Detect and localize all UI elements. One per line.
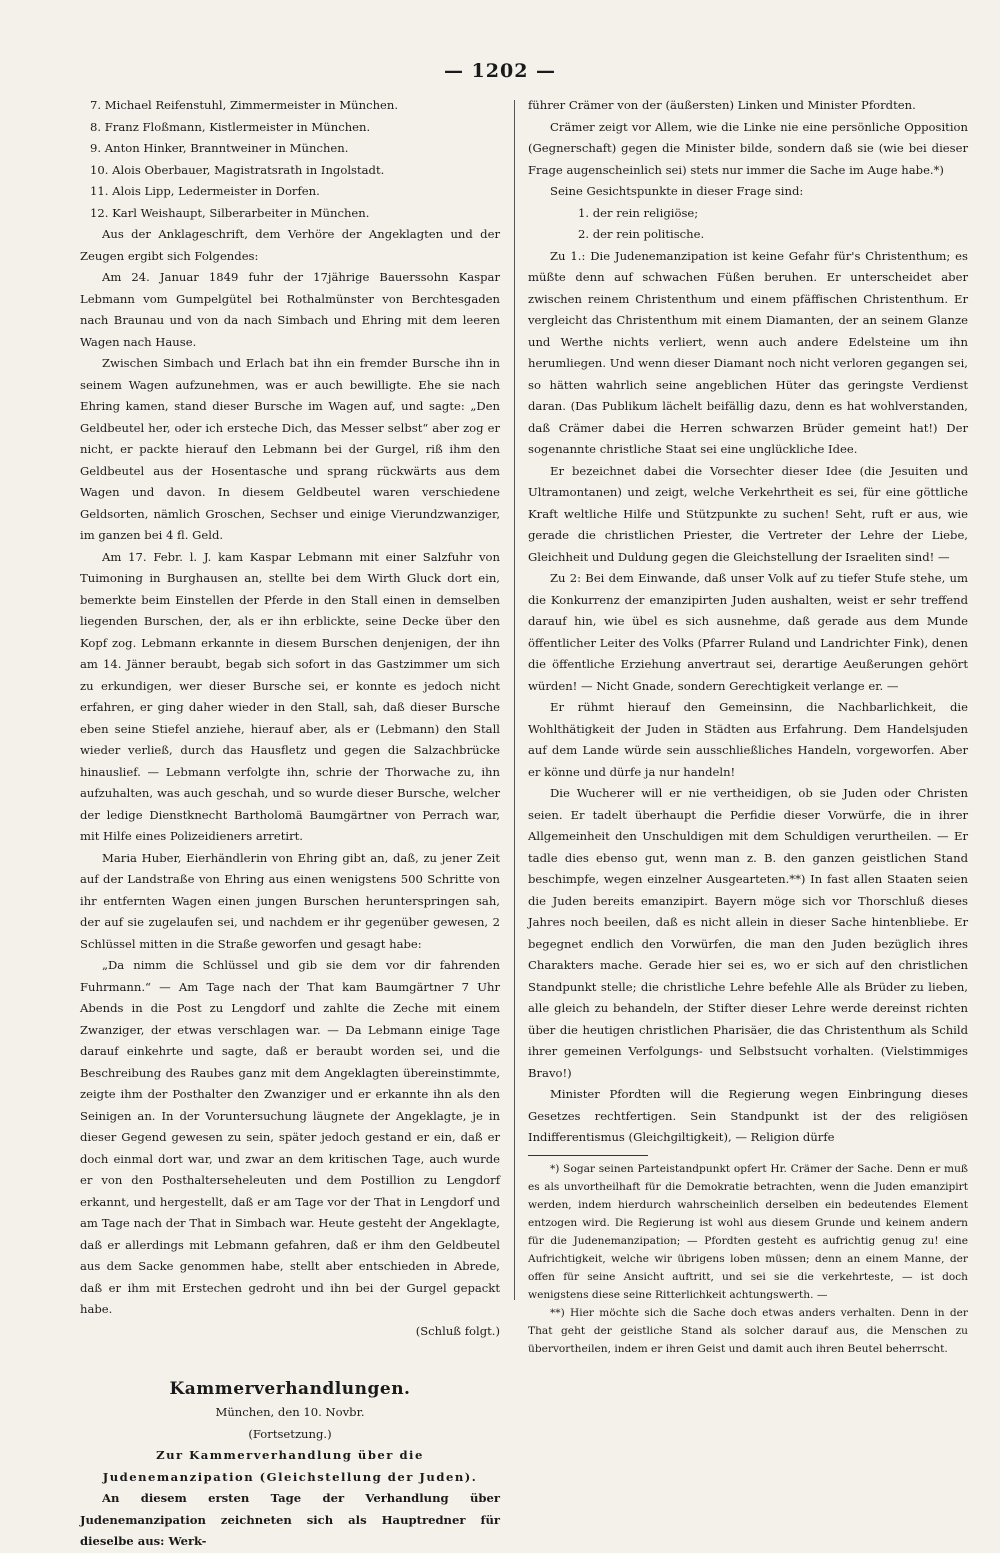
article-paragraph: Am 24. Januar 1849 fuhr der 17jährige Bauerssohn Kaspar Lebmann vom Gumpelgütel bei Rothalmünster von Berchtesgaden nach Braunau und von da nach Simbach und Ehring mit dem leeren Wagen nach Hause.: [80, 270, 500, 349]
article-paragraph: Er bezeichnet dabei die Vorsechter dieser Idee (die Jesuiten und Ultramontanen) und zeigt, welche Verkehrtheit es sei, für eine göttliche Kraft weltliche Hilfe und Stützpunkte zu suchen! Seht, ruft er aus, wie gerade die christlichen Priester, die Vertreter der Lehre der Liebe, Gleichheit und Duldung gegen die Gleichstellung der Israeliten sind! —: [528, 463, 968, 564]
article-paragraph: führer Crämer von der (äußersten) Linken und Minister Pfordten.: [528, 98, 916, 112]
article-paragraph: Die Wucherer will er nie vertheidigen, ob sie Juden oder Christen seien. Er tadelt überhaupt die Perfidie dieser Vorwürfe, die in ihrer Allgemeinheit den Unschuldigen mit dem Schuldigen verurtheilen. — Er tadle dies ebenso gut, wenn man z. B. den ganzen geistlichen Stand beschimpfe, wegen einzelner Ausgearteten.**) In fast allen Staaten seien die Juden bereits emanzipirt. Bayern möge sich vor Thorschluß dieses Jahres noch beeilen, daß es nicht allein in dieser Sache hintenbliebe. Er begegnet endlich den Vorwürfen, die man den Juden bezüglich ihres Charakters mache. Gerade hier sei es, wo er sich auf den christlichen Standpunkt stelle; die christliche Lehre befehle Alle als Brüder zu lieben, alle gleich zu behandeln, der Stifter dieser Lehre werde dereinst richten über die heutigen christlichen Pharisäer, die das Christenthum als Schild ihrer gemeinen Verfolgungs- und Selbstsucht vorhalten. (Vielstimmiges Bravo!): [528, 786, 968, 1080]
list-item: 1. der rein religiöse;: [578, 205, 699, 220]
article-paragraph: Am 17. Febr. l. J. kam Kaspar Lebmann mit einer Salzfuhr von Tuimoning in Burghausen an, stellte bei dem Wirth Gluck dort ein, bemerkte beim Einstellen der Pferde in den Stall einen in demselben liegenden Burschen, der, als er ihn erblickte, seine Decke über den Kopf zog. Lebmann erkannte in diesem Burschen denjenigen, der ihn am 14. Jänner beraubt, begab sich sofort in das Gastzimmer um sich zu erkundigen, wer dieser Bursche sei, er konnte es jedoch nicht erfahren, er ging daher wieder in den Stall, sah, daß dieser Bursche eben seine Stiefel anziehe, hierauf aber, als er (Lebmann) den Stall wieder verließ, durch das Hausfletz und gegen die Salzachbrücke hinauslief. — Lebmann verfolgte ihn, schrie der Thorwache zu, ihn aufzuhalten, was auch geschah, und so wurde dieser Bursche, welcher der ledige Dienstknecht Bartholomä Baumgärtner von Perrach war, mit Hilfe eines Polizeidieners arretirt.: [80, 549, 500, 843]
list-item: 2. der rein politische.: [578, 227, 705, 241]
closing-note: (Schluß folgt.): [415, 1323, 500, 1338]
footnote: *) Sogar seinen Parteistandpunkt opfert Hr. Crämer der Sache. Denn er muß es als unvortheilhaft für die Demokratie betrachten, wenn die Juden emanzipirt werden, indem hierdurch wahrscheinlich derselben ein bedeutendes Element entzogen wird. Die Regierung ist wohl aus diesem Grunde und keinem andern für die Judenemanzipation; — Pfordten gesteht es aufrichtig genug zu! eine Aufrichtigkeit, welche wir übrigens loben müssen; denn an einem Manne, der offen für seine Ansicht auftritt, und sei sie die verkehrteste, — ist doch wenigstens diese seine Ritterlichkeit achtungswerth. —: [528, 1162, 968, 1301]
article-subtitle: Zur Kammerverhandlung über die Judenemanzipation (Gleichstellung der Juden).: [102, 1448, 478, 1484]
footnote: **) Hier möchte sich die Sache doch etwas anders verhalten. Denn in der That geht der geistliche Stand als solcher darauf aus, die Menschen zu übervortheilen, indem er ihren Geist und damit auch ihren Beutel beherrscht.: [528, 1306, 968, 1355]
column-divider: [514, 100, 515, 1300]
list-item: 10. Alois Oberbauer, Magistratsrath in Ingolstadt.: [90, 162, 385, 177]
article-paragraph: „Da nimm die Schlüssel und gib sie dem vor dir fahrenden Fuhrmann.“ — Am Tage nach der That kam Baumgärtner 7 Uhr Abends in die Post zu Lengdorf und zahlte die Zeche mit einem Zwanziger, der etwas verschlagen war. — Da Lebmann einige Tage darauf einkehrte und sagte, daß er beraubt worden sei, und die Beschreibung des Raubes ganz mit dem Angeklagten übereinstimmte, zeigte ihm der Posthalter den Zwanziger und er erkannte ihn als den Seinigen an. In der Voruntersuchung läugnete der Angeklagte, je in dieser Gegend gewesen zu sein, später jedoch gestand er ein, daß er doch einmal dort war, und zwar an dem kritischen Tage, auch wurde er von den Posthalterseheleuten und dem Postillion zu Lengdorf erkannt, und hergestellt, daß er am Tage vor der That in Lengdorf und am Tage nach der That in Simbach war. Heute gesteht der Angeklagte, daß er allerdings mit Lebmann gefahren, daß er ihm den Geldbeutel aus dem Sacke genommen habe, stellt aber entschieden in Abrede, daß er ihm mit Erstechen gedroht und ihn bei der Gurgel gepackt habe.: [80, 958, 500, 1316]
article-paragraph: Minister Pfordten will die Regierung wegen Einbringung dieses Gesetzes rechtfertigen. Sein Standpunkt ist der des religiösen Indifferentismus (Gleichgiltigkeit), — Religion dürfe: [528, 1087, 968, 1144]
defendant-list: [80, 95, 500, 224]
article-paragraph: Seine Gesichtspunkte in dieser Frage sind:: [550, 184, 804, 198]
article-paragraph: Zu 1.: Die Judenemanzipation ist keine Gefahr für's Christenthum; es müßte denn auf schwachen Füßen beruhen. Er unterscheidet aber zwischen reinem Christenthum und einem pfäffischen Christenthum. Er vergleicht das Christenthum mit einem Diamanten, der an seinem Glanze und Werthe nichts verliert, wenn auch andere Edelsteine um ihn herumliegen. Und wenn dieser Diamant noch nicht verloren gegangen sei, so hätten wahrlich seine angeblichen Hüter das geringste Verdienst daran. (Das Publikum lächelt beifällig dazu, denn es hat wohlverstanden, daß Crämer dabei die Herren schwarzen Brüder gemeint hat!) Der sogenannte christliche Staat sei eine unglückliche Idee.: [528, 248, 968, 456]
right-column: [528, 95, 968, 1355]
continuation-note: (Fortsetzung.): [248, 1426, 332, 1441]
page-number: — 1202 —: [443, 60, 557, 82]
list-item: 12. Karl Weishaupt, Silberarbeiter in München.: [90, 205, 370, 220]
list-item: 8. Franz Floßmann, Kistlermeister in München.: [90, 119, 371, 134]
article-paragraph: Crämer zeigt vor Allem, wie die Linke nie eine persönliche Opposition (Gegnerschaft) gegen die Minister bilde, sondern daß sie (wie bei dieser Frage augenscheinlich sei) stets nur immer die Sache im Auge habe.*): [528, 119, 968, 177]
article-paragraph: Maria Huber, Eierhändlerin von Ehring gibt an, daß, zu jener Zeit auf der Landstraße von Ehring aus einen wenigstens 500 Schritte von ihr entfernten Wagen einen jungen Burschen herunterspringen sah, der auf sie zugelaufen sei, und nachdem er ihr gegenüber gewesen, 2 Schlüssel mitten in die Straße geworfen und gesagt habe:: [80, 850, 500, 951]
article-paragraph: Er rühmt hierauf den Gemeinsinn, die Nachbarlichkeit, die Wohlthätigkeit der Juden in Städten aus Erfahrung. Dem Handelsjuden auf dem Lande würde sein ausschließliches Handeln, vorgeworfen. Aber er könne und dürfe ja nur handeln!: [528, 700, 968, 779]
list-item: 7. Michael Reifenstuhl, Zimmermeister in München.: [90, 98, 399, 112]
article-paragraph: Zu 2: Bei dem Einwande, daß unser Volk auf zu tiefer Stufe stehe, um die Konkurrenz der emanzipirten Juden aushalten, weist er sehr treffend darauf hin, wie übel es sich ausnehme, daß gerade aus dem Munde öffentlicher Leiter des Volks (Pfarrer Ruland und Landrichter Fink), denen die öffentliche Erziehung anvertraut sei, derartige Aeußerungen gehört würden! — Nicht Gnade, sondern Gerechtigkeit verlange er. —: [528, 571, 968, 693]
footnote-divider: [528, 1155, 648, 1156]
dateline: München, den 10. Novbr.: [215, 1405, 365, 1419]
article-paragraph: Zwischen Simbach und Erlach bat ihn ein fremder Bursche ihn in seinem Wagen aufzunehmen, was er auch bewilligte. Ehe sie nach Ehring kamen, stand dieser Bursche im Wagen auf, und sagte: „Den Geldbeutel her, oder ich ersteche Dich, das Messer selbst“ aber zog er nicht, er packte hierauf den Lebmann bei der Gurgel, riß ihm den Geldbeutel aus der Hosentasche und sprang rückwärts aus dem Wagen und davon. In diesem Geldbeutel waren verschiedene Geldsorten, nämlich Groschen, Sechser und einige Vierundzwanziger, im ganzen bei 4 fl. Geld.: [80, 356, 500, 542]
left-column: [80, 95, 500, 1548]
article-paragraph: An diesem ersten Tage der Verhandlung über Judenemanzipation zeichneten sich als Hauptredner für dieselbe aus: Werk-: [80, 1491, 500, 1548]
list-item: 9. Anton Hinker, Branntweiner in München.: [90, 141, 349, 155]
list-item: 11. Alois Lipp, Ledermeister in Dorfen.: [90, 184, 320, 198]
article-paragraph: Aus der Anklageschrift, dem Verhöre der Angeklagten und der Zeugen ergibt sich Folgendes:: [80, 227, 500, 263]
section-title: Kammerverhandlungen.: [169, 1379, 411, 1399]
